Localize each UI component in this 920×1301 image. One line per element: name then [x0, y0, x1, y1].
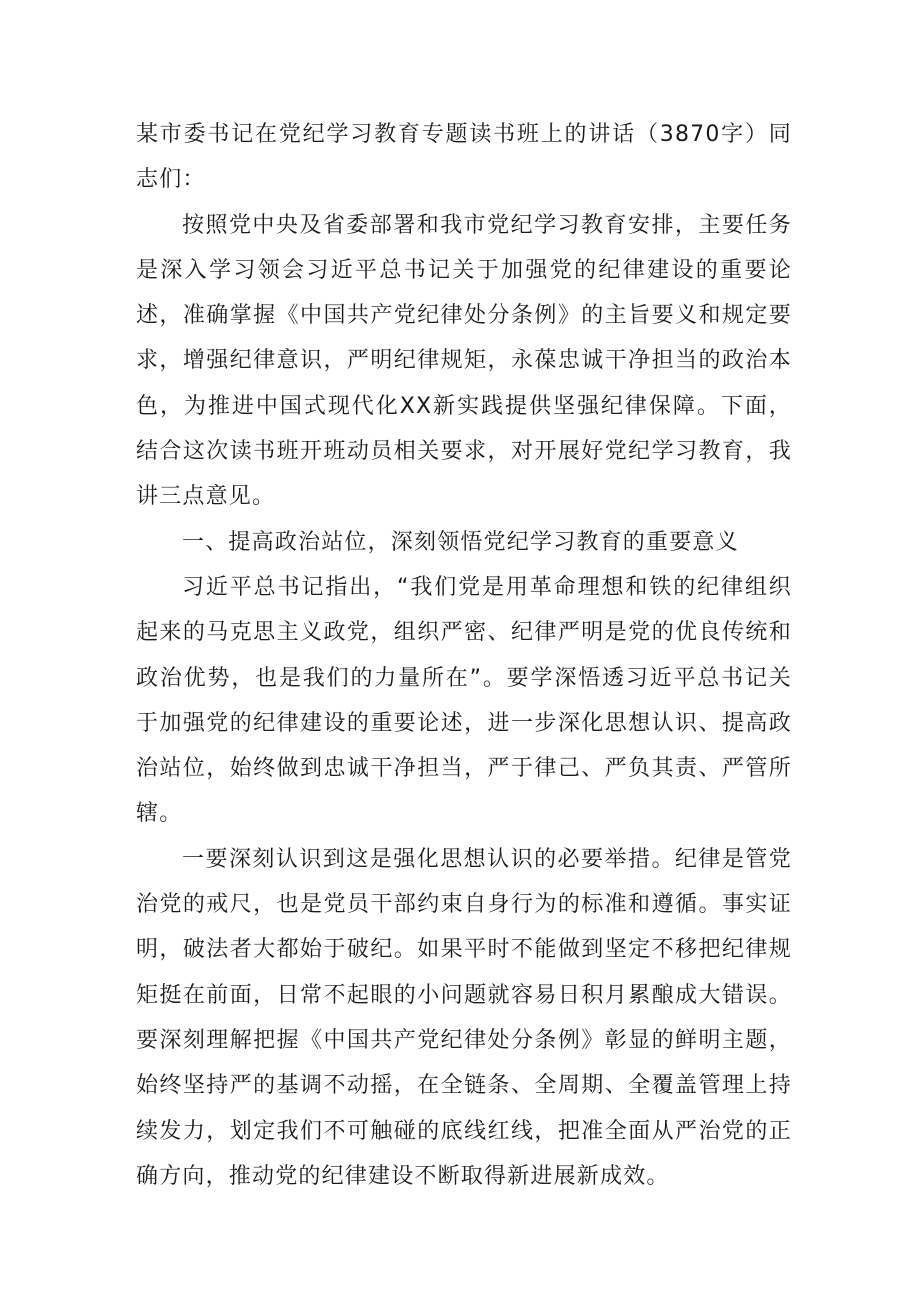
body-paragraph: 一要深刻认识到这是强化思想认识的必要举措。纪律是管党治党的戒尺，也是党员干部约束自身行为的标准和遵循。事实证明，破法者大都始于破纪。如果平时不能做到坚定不移把纪律规矩挺在前面，日常不起眼的小问题就容易日积月累酿成大错误。要深刻理解把握《中国共产党纪律处分条例》彰显的鲜明主题，始终坚持严的基调不动摇，在全链条、全周期、全覆盖管理上持续发力，划定我们不可触碰的底线红线，把准全面从严治党的正确方向，推动党的纪律建设不断取得新进展新成效。 [136, 846, 792, 1189]
intro-paragraph: 按照党中央及省委部署和我市党纪学习教育安排，主要任务是深入学习领会习近平总书记关于加强党的纪律建设的重要论述，准确掌握《中国共产党纪律处分条例》的主旨要义和规定要求，增强纪律意识，严明纪律规矩，永葆忠诚干净担当的政治本色，为推进中国式现代化XX新实践提供坚强纪律保障。下面，结合这次读书班开班动员相关要求，对开展好党纪学习教育，我讲三点意见。 [136, 212, 792, 510]
document-page [136, 112, 792, 1199]
body-paragraph: 习近平总书记指出，“我们党是用革命理想和铁的纪律组织起来的马克思主义政党，组织严密、纪律严明是党的优良传统和政治优势，也是我们的力量所在”。要学深悟透习近平总书记关于加强党的纪律建设的重要论述，进一步深化思想认识、提高政治站位，始终做到忠诚干净担当，严于律己、严负其责、严管所辖。 [136, 574, 792, 827]
section-heading: 一、提高政治站位，深刻领悟党纪学习教育的重要意义 [182, 529, 739, 555]
document-title-line: 某市委书记在党纪学习教育专题读书班上的讲话（3870字）同志们： [136, 122, 792, 193]
